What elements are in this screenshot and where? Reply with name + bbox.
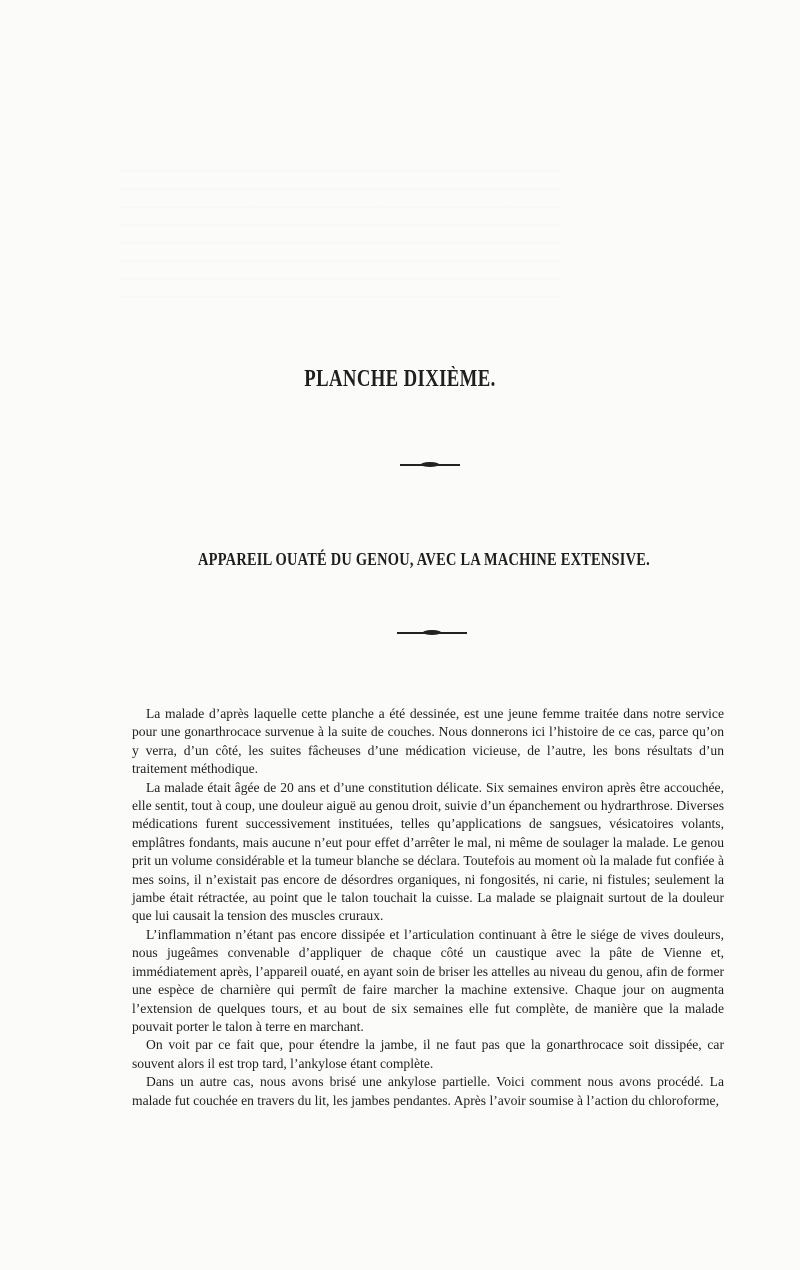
paragraph: L’inflammation n’étant pas encore dissipée et l’articulation continuant à être le siége de vives douleurs, nous jugeâmes convenable d’appliquer de chaque côté un caustique avec la pâte de Vienne et, immédiatement après, l’appareil ouaté, en ayant soin de briser les attelles au niveau du genou, afin de former une espèce de charnière qui permît de faire marcher la machine extensive. Chaque jour on augmenta l’extension de quelques tours, et au bout de six semaines elle fut complète, de manière que la malade pouvait porter le talon à terre en marchant. <box>132 926 724 1034</box>
rule-ornament-top <box>400 461 460 469</box>
section-subtitle: APPAREIL OUATÉ DU GENOU, AVEC LA MACHINE EXTENSIVE. <box>198 549 650 569</box>
body-text <box>132 705 724 1110</box>
page-title: PLANCHE DIXIÈME. <box>304 366 496 392</box>
rule-ornament-bottom <box>397 629 467 637</box>
paragraph: Dans un autre cas, nous avons brisé une ankylose partielle. Voici comment nous avons procédé. La malade fut couchée en travers du lit, les jambes pendantes. Après l’avoir soumise à l’action du chloroforme, <box>132 1074 724 1108</box>
show-through-bleed <box>120 170 560 300</box>
paragraph: La malade était âgée de 20 ans et d’une constitution délicate. Six semaines environ après être accouchée, elle sentit, tout à coup, une douleur aiguë au genou droit, suivie d’un épanchement ou hydrarthrose. Diverses médications furent successivement instituées, telles qu’applications de sangsues, vésicatoires volants, emplâtres fondants, mais aucune n’eut pour effet d’arrêter le mal, ni même de soulager la malade. Le genou prit un volume considérable et la tumeur blanche se déclara. Toutefois au moment où la malade fut confiée à mes soins, il n’existait pas encore de désordres organiques, ni fongosités, ni carie, ni fistules; seulement la jambe était rétractée, au point que le talon touchait la cuisse. La malade se plaignait surtout de la douleur que lui causait la tension des muscles cruraux. <box>132 779 724 924</box>
paragraph: La malade d’après laquelle cette planche a été dessinée, est une jeune femme traitée dans notre service pour une gonarthrocace survenue à la suite de couches. Nous donnerons ici l’histoire de ce cas, parce qu’on y verra, d’un côté, les suites fâcheuses d’une médication vicieuse, de l’autre, les bons résultats d’un traitement méthodique. <box>132 706 724 777</box>
paragraph: On voit par ce fait que, pour étendre la jambe, il ne faut pas que la gonarthrocace soit dissipée, car souvent alors il est trop tard, l’ankylose étant complète. <box>132 1037 724 1071</box>
